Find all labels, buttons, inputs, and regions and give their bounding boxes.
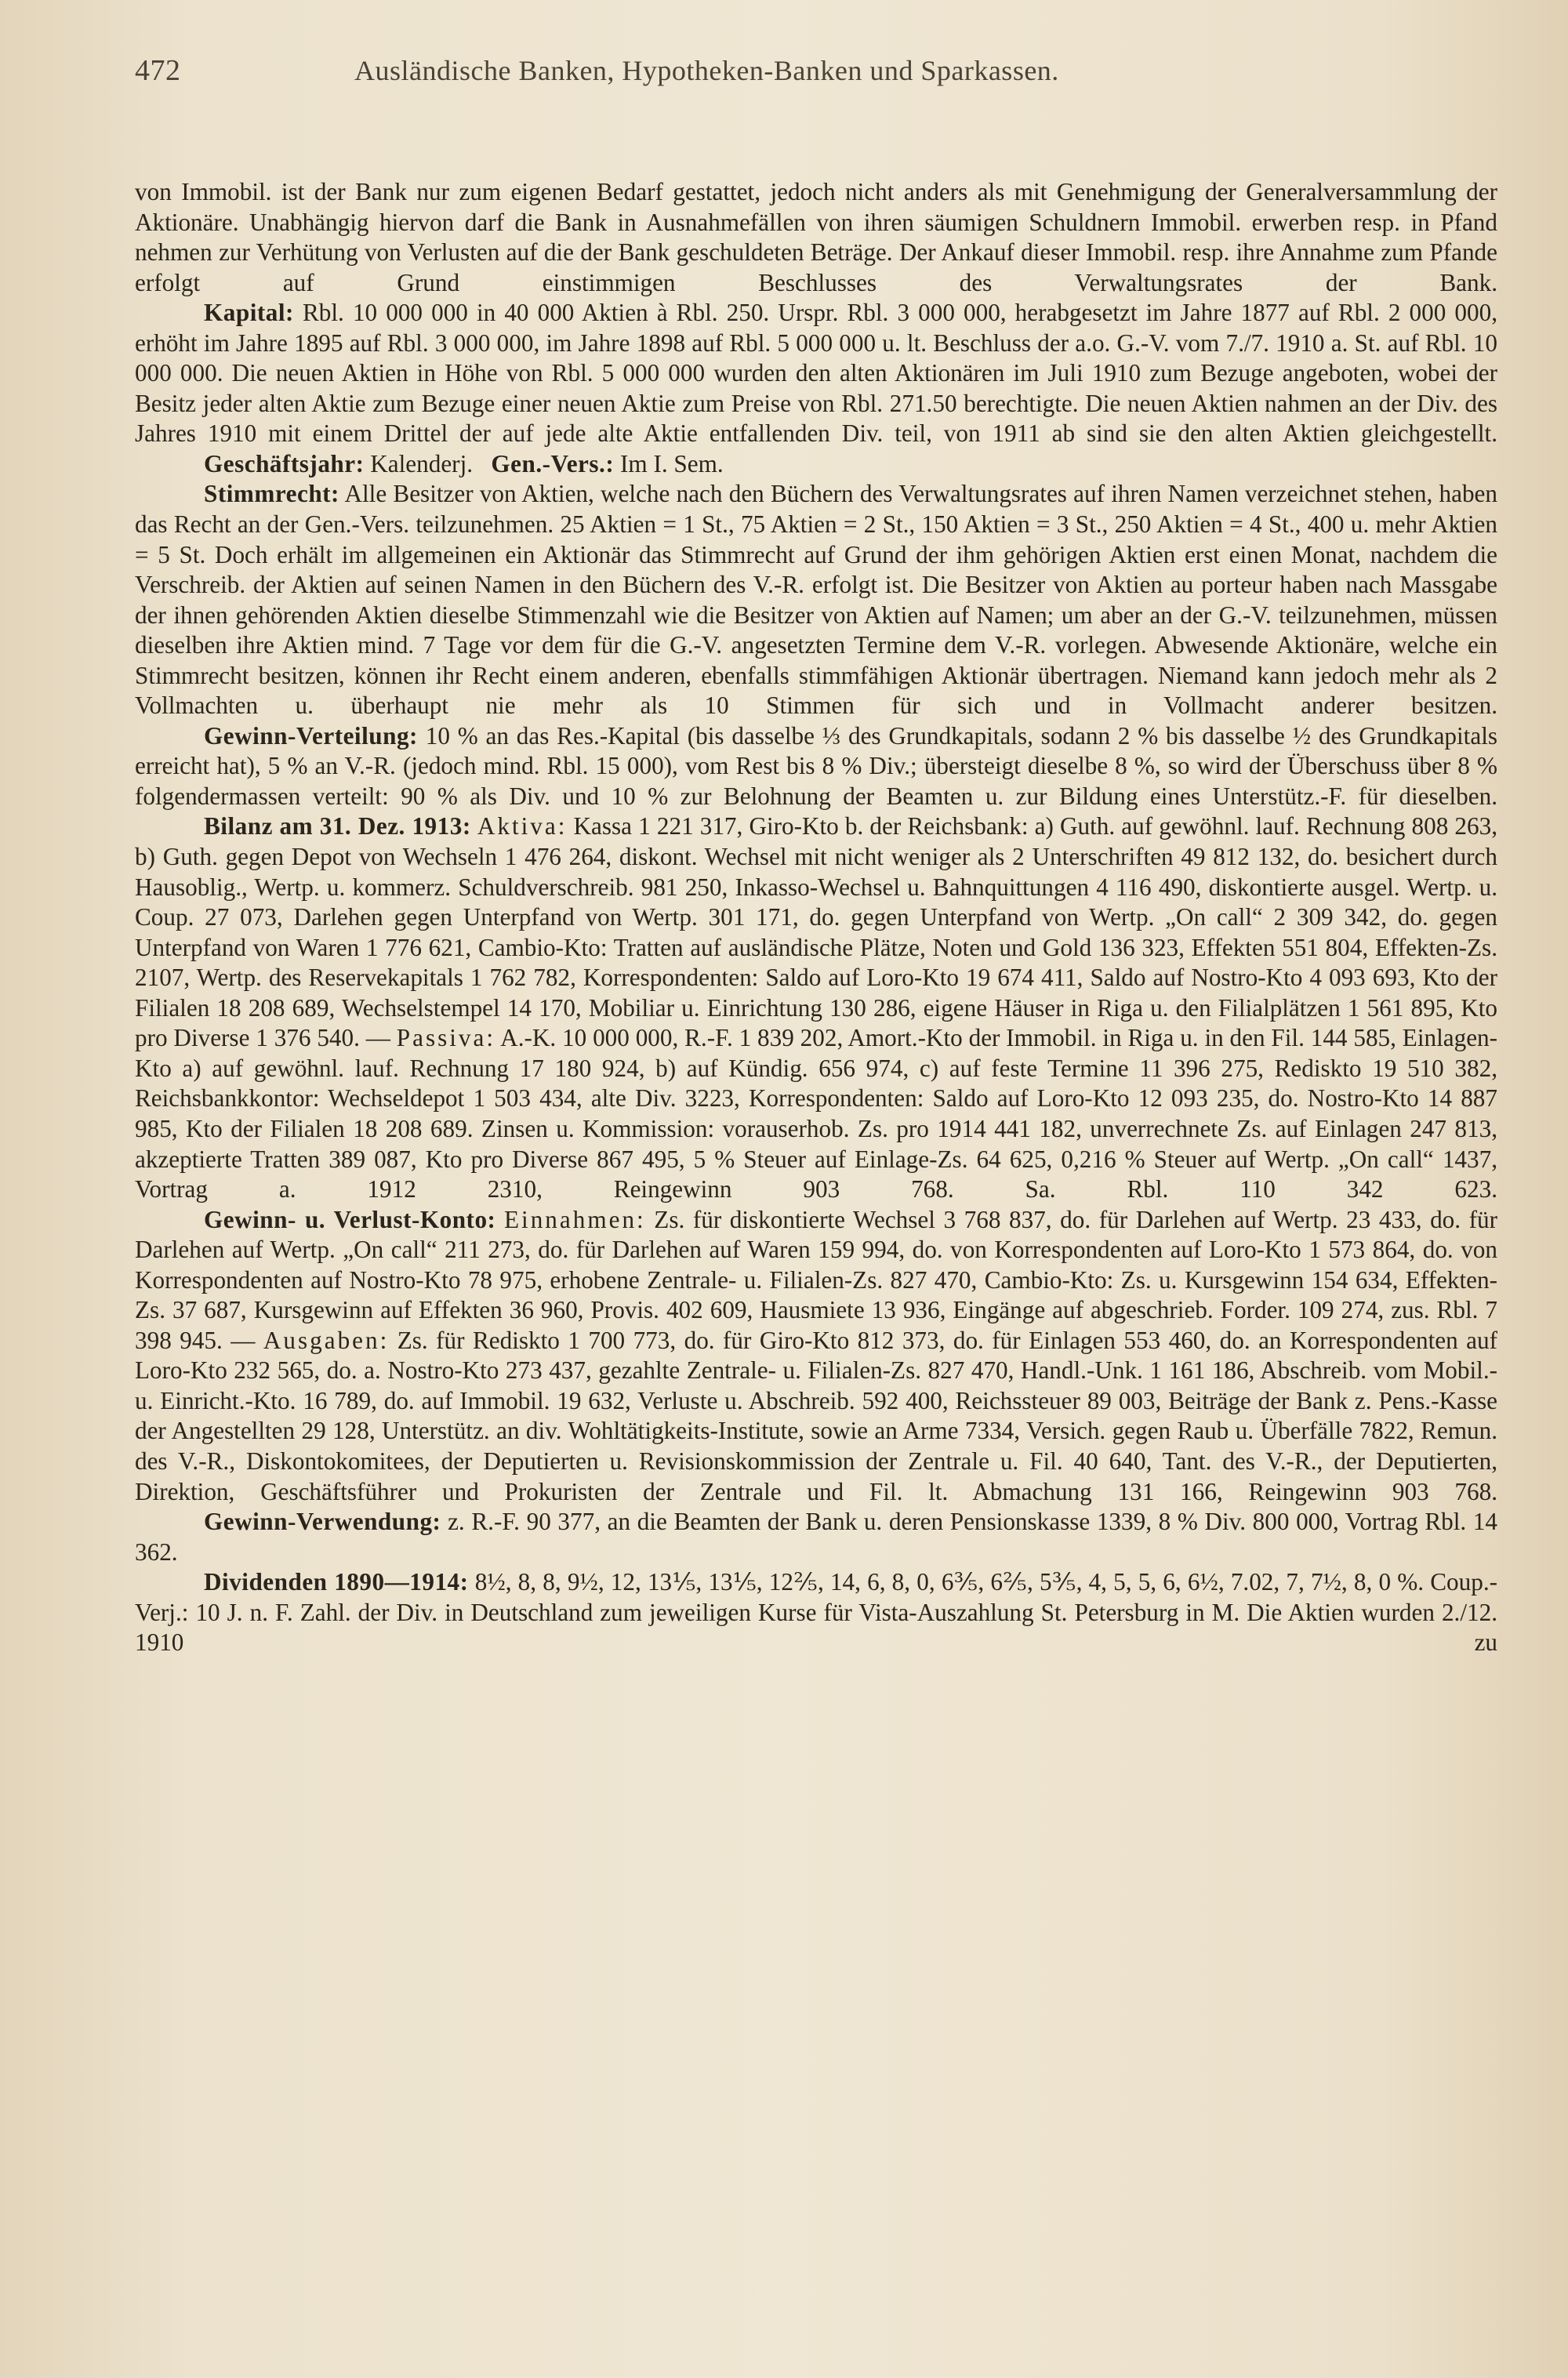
guv-heading: Gewinn- u. Verlust-Konto: — [204, 1205, 496, 1233]
stimmrecht-section — [135, 479, 1497, 721]
guv-ausgaben-label: Ausgaben: — [263, 1326, 390, 1354]
geschaeftsjahr-heading: Geschäftsjahr: — [204, 449, 365, 477]
guv-section — [135, 1205, 1497, 1507]
page-number: 472 — [135, 54, 181, 87]
page-header — [135, 53, 1497, 96]
gewinnverwendung-heading: Gewinn-Verwendung: — [204, 1508, 441, 1536]
running-title: Ausländische Banken, Hypotheken-Banken und Sparkassen. — [354, 55, 1059, 86]
guv-einnahmen-text: Zs. für diskontierte Wechsel 3 768 837, do. für Darlehen auf Wertp. 23 433, do. für Darlehen auf Wertp. „On call“ 211 273, do. für Darlehen auf Waren 159 994, do. von Korrespondenten auf Loro-Kto 1 573 864, do. von Korrespondenten auf Nostro-Kto 78 975, erhobene Zentrale- u. Filialen-Zs. 827 470, Cambio-Kto: Zs. u. Kursgewinn 154 634, Effekten-Zs. 37 687, Kursgewinn auf Effekten 36 960, Provis. 402 609, Hausmiete 13 936, Eingänge auf abgeschrieb. Forder. 109 274, zus. Rbl. 7 398 945. — — [135, 1205, 1497, 1354]
gewinnverteilung-heading: Gewinn-Verteilung: — [204, 721, 418, 750]
bilanz-aktiva-text: Kassa 1 221 317, Giro-Kto b. der Reichsbank: a) Guth. auf gewöhnl. lauf. Rechnung 808 263, b) Guth. gegen Depot von Wechseln 1 476 264, diskont. Wechsel mit nicht weniger als 2 Unterschriften 49 812 132, do. besichert durch Hausoblig., Wertp. u. kommerz. Schuldverschreib. 981 250, Inkasso-Wechsel u. Bahnquittungen 4 116 490, diskontierte ausgel. Wertp. u. Coup. 27 073, Darlehen gegen Unterpfand von Wertp. 301 171, do. gegen Unterpfand von Wertp. „On call“ 2 309 342, do. gegen Unterpfand von Waren 1 776 621, Cambio-Kto: Tratten auf ausländische Plätze, Noten und Gold 136 323, Effekten 551 804, Effekten-Zs. 2107, Wertp. des Reservekapitals 1 762 782, Korrespondenten: Saldo auf Loro-Kto 19 674 411, Saldo auf Nostro-Kto 4 093 693, Kto der Filialen 18 208 689, Wechselstempel 14 170, Mobiliar u. Einrichtung 130 286, eigene Häuser in Riga u. den Filialplätzen 1 561 895, Kto pro Diverse 1 376 540. — — [135, 812, 1497, 1052]
geschaeftsjahr-section — [135, 449, 1497, 480]
gewinnverteilung-text: 10 % an das Res.-Kapital (bis dasselbe ⅓ des Grundkapitals, sodann 2 % bis dasselbe ½ des Grundkapitals erreicht hat), 5 % an V.-R. (jedoch mind. Rbl. 15 000), vom Rest bis 8 % Div.; übersteigt dieselbe 8 %, so wird der Überschuss über 8 % folgendermassen verteilt: 90 % als Div. und 10 % zur Belohnung der Beamten u. zur Bildung eines Unterstütz.-F. für dieselben. — [135, 721, 1497, 810]
kapital-section — [135, 298, 1497, 449]
stimmrecht-heading: Stimmrecht: — [204, 480, 339, 508]
intro-paragraph — [135, 177, 1497, 298]
bilanz-heading: Bilanz am 31. Dez. 1913: — [204, 812, 471, 840]
bilanz-section — [135, 811, 1497, 1204]
kapital-heading: Kapital: — [204, 299, 294, 327]
gewinnverwendung-section — [135, 1507, 1497, 1567]
dividenden-text: 8½, 8, 8, 9½, 12, 13⅕, 13⅕, 12⅖, 14, 6, 8, 0, 6⅗, 6⅖, 5⅗, 4, 5, 5, 6, 6½, 7.02, 7, 7½, 8, 0 %. Coup.-Verj.: 10 J. n. F. Zahl. der Div. in Deutschland zum jeweiligen Kurse für Vista-Auszahlung St. Petersburg in M. Die Aktien wurden 2./12. 1910 zu — [135, 1568, 1497, 1657]
dividenden-section — [135, 1567, 1497, 1658]
bilanz-aktiva-label: Aktiva: — [477, 812, 568, 840]
guv-einnahmen-label: Einnahmen: — [504, 1205, 646, 1233]
gewinnverteilung-section — [135, 721, 1497, 812]
stimmrecht-text: Alle Besitzer von Aktien, welche nach den Büchern des Verwaltungsrates auf ihren Namen verzeichnet stehen, haben das Recht an der Gen.-Vers. teilzunehmen. 25 Aktien = 1 St., 75 Aktien = 2 St., 150 Aktien = 3 St., 250 Aktien = 4 St., 400 u. mehr Aktien = 5 St. Doch erhält im allgemeinen ein Aktionär das Stimmrecht auf Grund der ihm gehörigen Aktien erst einen Monat, nachdem die Verschreib. der Aktien auf seinen Namen in den Büchern des V.-R. erfolgt ist. Die Besitzer von Aktien au porteur haben nach Massgabe der ihnen gehörenden Aktien dieselbe Stimmenzahl wie die Besitzer von Aktien auf Namen; um aber an der G.-V. teilzunehmen, müssen dieselben ihre Aktien mind. 7 Tage vor dem für die G.-V. angesetzten Termine dem V.-R. vorlegen. Abwesende Aktionäre, welche ein Stimmrecht besitzen, können ihr Recht einem anderen, ebenfalls stimmfähigen Aktionär übertragen. Niemand kann jedoch mehr als 2 Vollmachten u. überhaupt nie mehr als 10 Stimmen für sich und in Vollmacht anderer besitzen. — [135, 480, 1497, 720]
bilanz-passiva-text: A.-K. 10 000 000, R.-F. 1 839 202, Amort.-Kto der Immobil. in Riga u. in den Fil. 144 585, Einlagen-Kto a) auf gewöhnl. lauf. Rechnung 17 180 924, b) auf Kündig. 656 974, c) auf feste Termine 11 396 275, Rediskto 19 510 382, Reichsbankkontor: Wechseldepot 1 503 434, alte Div. 3223, Korrespondenten: Saldo auf Loro-Kto 12 093 235, do. Nostro-Kto 14 887 985, Kto der Filialen 18 208 689. Zinsen u. Kommission: vorauserhob. Zs. pro 1914 441 182, unverrechnete Zs. auf Einlagen 247 813, akzeptierte Tratten 389 087, Kto pro Diverse 867 495, 5 % Steuer auf Einlage-Zs. 64 625, 0,216 % Steuer auf Wertp. „On call“ 1437, Vortrag a. 1912 2310, Reingewinn 903 768. Sa. Rbl. 110 342 623. — [135, 1024, 1498, 1204]
gewinnverwendung-text: z. R.-F. 90 377, an die Beamten der Bank u. deren Pensionskasse 1339, 8 % Div. 800 000, Vortrag Rbl. 14 362. — [135, 1508, 1497, 1566]
genvers-heading: Gen.-Vers.: — [491, 449, 615, 477]
dividenden-heading: Dividenden 1890—1914: — [204, 1568, 469, 1596]
text-body — [135, 177, 1497, 1658]
kapital-text: Rbl. 10 000 000 in 40 000 Aktien à Rbl. 250. Urspr. Rbl. 3 000 000, herabgesetzt im Jahre 1877 auf Rbl. 2 000 000, erhöht im Jahre 1895 auf Rbl. 3 000 000, im Jahre 1898 auf Rbl. 5 000 000 u. lt. Beschluss der a.o. G.-V. vom 7./7. 1910 a. St. auf Rbl. 10 000 000. Die neuen Aktien in Höhe von Rbl. 5 000 000 wurden den alten Aktionären im Juli 1910 zum Bezuge angeboten, wobei der Besitz jeder alten Aktie zum Bezuge einer neuen Aktie zum Preise von Rbl. 271.50 berechtigte. Die neuen Aktien nahmen an der Div. des Jahres 1910 mit einem Drittel der auf jede alte Aktie entfallenden Div. teil, von 1911 ab sind sie den alten Aktien gleichgestellt. — [135, 299, 1497, 448]
intro-text: von Immobil. ist der Bank nur zum eigenen Bedarf gestattet, jedoch nicht anders als mit Genehmigung der Generalversammlung der Aktionäre. Unabhängig hiervon darf die Bank in Ausnahmefällen von ihren säumigen Schuldnern Immobil. erwerben resp. in Pfand nehmen zur Verhütung von Verlusten auf die der Bank geschuldeten Beträge. Der Ankauf dieser Immobil. resp. ihre Annahme zum Pfande erfolgt auf Grund einstimmigen Beschlusses des Verwaltungsrates der Bank. — [135, 178, 1497, 296]
guv-ausgaben-text: Zs. für Rediskto 1 700 773, do. für Giro-Kto 812 373, do. für Einlagen 553 460, do. an Korrespondenten auf Loro-Kto 232 565, do. a. Nostro-Kto 273 437, gezahlte Zentrale- u. Filialen-Zs. 827 470, Handl.-Unk. 1 161 186, Abschreib. vom Mobil.- u. Einricht.-Kto. 16 789, do. auf Immobil. 19 632, Verluste u. Abschreib. 592 400, Reichssteuer 89 003, Beiträge der Bank z. Pens.-Kasse der Angestellten 29 128, Unterstütz. an div. Wohltätigkeits-Institute, sowie an Arme 7334, Versich. gegen Raub u. Überfälle 7822, Remun. des V.-R., Diskontokomitees, der Deputierten u. Revisionskommission der Zentrale u. Fil. 40 640, Tant. des V.-R., der Deputierten, Direktion, Geschäftsführer und Prokuristen der Zentrale und Fil. lt. Abmachung 131 166, Reingewinn 903 768. — [135, 1326, 1498, 1505]
genvers-text: Im I. Sem. — [620, 449, 724, 477]
bilanz-passiva-label: Passiva: — [396, 1024, 496, 1052]
geschaeftsjahr-text: Kalenderj. — [370, 449, 474, 477]
